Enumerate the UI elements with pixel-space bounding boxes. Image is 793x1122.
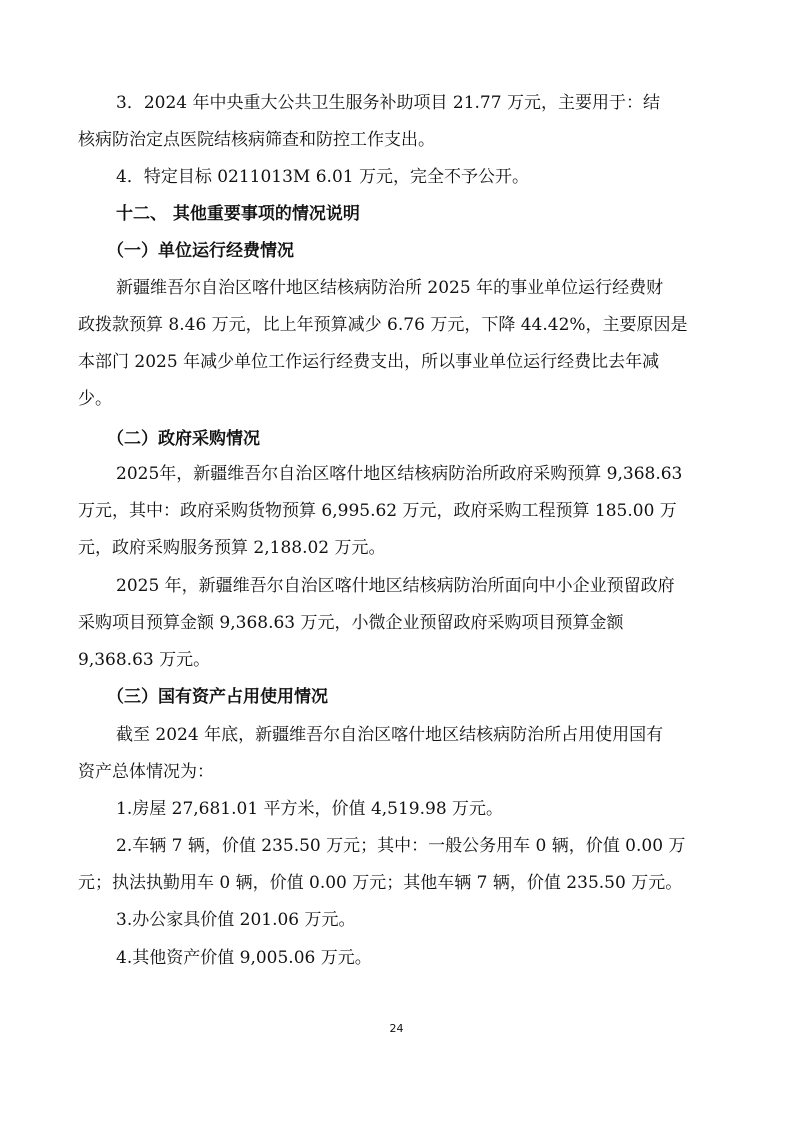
paragraph-operating-funds-line-3: 本部门 2025 年减少单位工作运行经费支出，所以事业单位运行经费比去年减 — [78, 352, 660, 372]
paragraph-procurement-line-3: 元，政府采购服务预算 2,188.02 万元。 — [78, 538, 386, 558]
asset-item-vehicles-line-1: 2.车辆 7 辆，价值 235.50 万元；其中：一般公务用车 0 辆，价值 0.00 万 — [116, 836, 686, 856]
paragraph-procurement-line-2: 万元，其中：政府采购货物预算 6,995.62 万元，政府采购工程预算 185.00 万 — [78, 501, 677, 521]
paragraph-operating-funds-line-1: 新疆维吾尔自治区喀什地区结核病防治所 2025 年的事业单位运行经费财 — [116, 278, 664, 298]
asset-item-vehicles-line-2: 元；执法执勤用车 0 辆，价值 0.00 万元；其他车辆 7 辆，价值 235.50 万元。 — [78, 873, 683, 893]
paragraph-procurement-line-1: 2025年，新疆维吾尔自治区喀什地区结核病防治所政府采购预算 9,368.63 — [116, 464, 683, 484]
asset-item-furniture: 3.办公家具价值 201.06 万元。 — [116, 910, 356, 930]
section-heading-12: 十二、 其他重要事项的情况说明 — [116, 204, 360, 224]
paragraph-sme-line-2: 采购项目预算金额 9,368.63 万元，小微企业预留政府采购项目预算金额 — [78, 613, 624, 633]
subsection-heading-1: （一）单位运行经费情况 — [107, 241, 294, 261]
paragraph-item-3-line-2: 核病防治定点医院结核病筛查和防控工作支出。 — [78, 130, 435, 150]
paragraph-assets-line-1: 截至 2024 年底，新疆维吾尔自治区喀什地区结核病防治所占用使用国有 — [116, 725, 664, 745]
page-number: 24 — [389, 1022, 404, 1035]
paragraph-item-4: 4．特定目标 0211013M 6.01 万元，完全不予公开。 — [116, 167, 529, 187]
paragraph-sme-line-3: 9,368.63 万元。 — [78, 650, 211, 670]
asset-item-buildings: 1.房屋 27,681.01 平方米，价值 4,519.98 万元。 — [116, 799, 504, 819]
paragraph-sme-line-1: 2025 年，新疆维吾尔自治区喀什地区结核病防治所面向中小企业预留政府 — [116, 576, 675, 596]
subsection-heading-2: （二）政府采购情况 — [107, 429, 260, 449]
paragraph-assets-line-2: 资产总体情况为： — [78, 762, 214, 782]
paragraph-operating-funds-line-2: 政拨款预算 8.46 万元，比上年预算减少 6.76 万元，下降 44.42%，主要原因是 — [78, 315, 688, 335]
paragraph-operating-funds-line-4: 少。 — [78, 389, 112, 409]
asset-item-other: 4.其他资产价值 9,005.06 万元。 — [116, 948, 372, 968]
paragraph-item-3-line-1: 3．2024 年中央重大公共卫生服务补助项目 21.77 万元，主要用于：结 — [116, 93, 660, 113]
subsection-heading-3: （三）国有资产占用使用情况 — [107, 687, 328, 707]
